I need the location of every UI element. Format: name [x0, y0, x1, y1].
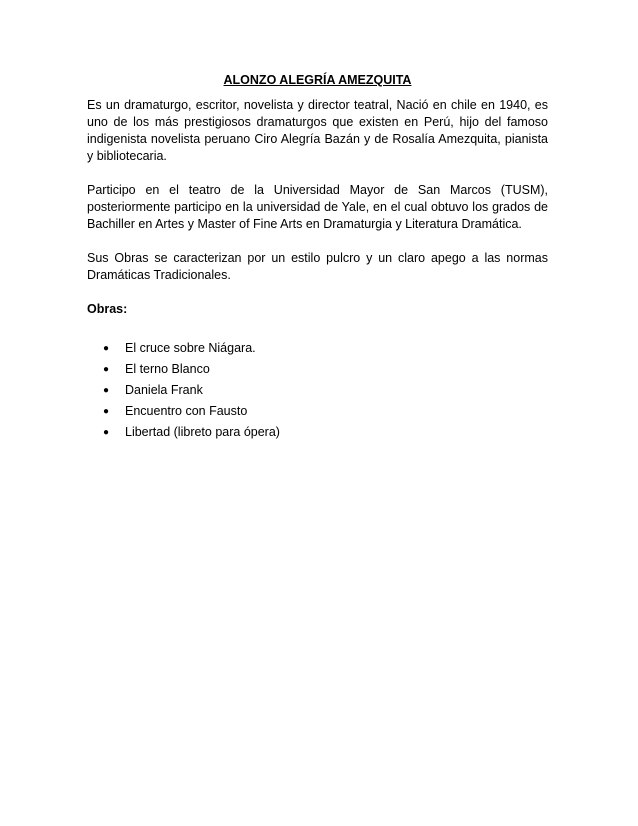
bullet-icon: ● [103, 364, 110, 375]
work-title: El terno Blanco [125, 362, 210, 376]
paragraph-style: Sus Obras se caracterizan por un estilo pulcro y un claro apego a las normas Dramáticas Tradicionales. [87, 251, 548, 282]
document-title: ALONZO ALEGRÍA AMEZQUITA [223, 73, 412, 87]
works-heading: Obras: [87, 302, 128, 316]
document-page [87, 72, 548, 443]
work-title: Daniela Frank [125, 383, 203, 397]
list-item [101, 422, 548, 443]
bullet-icon: ● [103, 343, 110, 354]
bullet-icon: ● [103, 385, 110, 396]
list-item [101, 401, 548, 422]
works-list [87, 338, 548, 443]
list-item [101, 359, 548, 380]
paragraph-biography: Es un dramaturgo, escritor, novelista y director teatral, Nació en chile en 1940, es uno de los más prestigiosos dramaturgos que existen en Perú, hijo del famoso indigenista novelista peruano Ciro Alegría Bazán y de Rosalía Amezquita, pianista y bibliotecaria. [87, 98, 548, 163]
list-item [101, 338, 548, 359]
work-title: El cruce sobre Niágara. [125, 341, 256, 355]
work-title: Libertad (libreto para ópera) [125, 425, 280, 439]
list-item [101, 380, 548, 401]
paragraph-education: Participo en el teatro de la Universidad Mayor de San Marcos (TUSM), posteriormente participo en la universidad de Yale, en el cual obtuvo los grados de Bachiller en Artes y Master of Fine Arts en Dramaturgia y Literatura Dramática. [87, 183, 548, 231]
bullet-icon: ● [103, 427, 110, 438]
work-title: Encuentro con Fausto [125, 404, 248, 418]
bullet-icon: ● [103, 406, 110, 417]
